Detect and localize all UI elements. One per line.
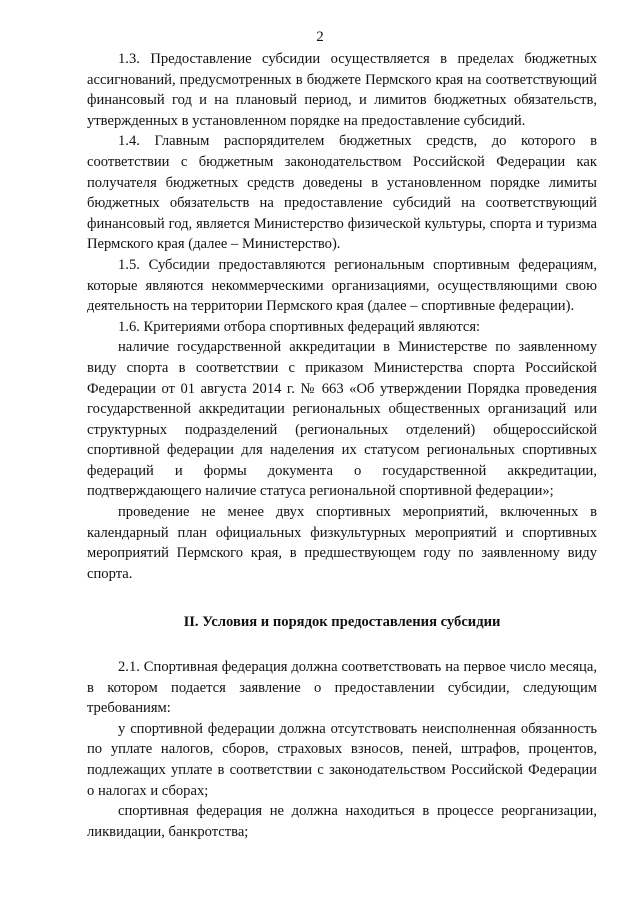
criterion-events: проведение не менее двух спортивных мероприятий, включенных в календарный план официальных физкультурных мероприятий и спортивных мероприятий Пермского края, в предшествующем году по заявленному виду спорта. [87,504,597,582]
paragraph-1-4: 1.4. Главным распорядителем бюджетных средств, до которого в соответствии с бюджетным законодательством Российской Федерации как получателя бюджетных средств доведены в установленном порядке лимиты бюджетных обязательств на предоставление субсидий на соответствующий финансовый год, является Министерство физической культуры, спорта и туризма Пермского края (далее – Министерство). [87,133,597,253]
paragraph-1-5: 1.5. Субсидии предоставляются региональным спортивным федерациям, которые являются некоммерческими организациями, осуществляющими свою деятельность на территории Пермского края (далее – спортивные федерации). [87,256,597,315]
section-heading: II. Условия и порядок предоставления субсидии [183,614,501,631]
paragraph-2-1: 2.1. Спортивная федерация должна соответствовать на первое число месяца, в котором подается заявление о предоставлении субсидии, следующим требованиям: [87,659,597,717]
requirement-no-reorganization: спортивная федерация не должна находиться в процессе реорганизации, ликвидации, банкротства; [87,803,597,840]
requirement-no-tax-debt: у спортивной федерации должна отсутствовать неисполненная обязанность по уплате налогов, сборов, страховых взносов, пеней, штрафов, процентов, подлежащих уплате в соответствии с законодательством Российской Федерации о налогах и сборах; [87,720,597,799]
paragraph-1-6: 1.6. Критериями отбора спортивных федераций являются: [118,318,481,335]
criterion-accreditation: наличие государственной аккредитации в Министерстве по заявленному виду спорта в соответствии с приказом Министерства спорта Российской Федерации от 01 августа 2014 г. № 663 «Об утверждении Порядка проведения государственной аккредитации региональных общественных организаций или структурных подразделений (региональных отделений) общероссийской спортивной федерации для наделения их статусом региональных спортивных федераций и формы документа о государственной аккредитации, подтверждающего наличие статуса региональной спортивной федерации»; [87,339,597,500]
page-number: 2 [316,29,324,45]
paragraph-1-3: 1.3. Предоставление субсидии осуществляется в пределах бюджетных ассигнований, предусмотренных в бюджете Пермского края на соответствующий финансовый год и на плановый период, и лимитов бюджетных обязательств, утвержденных в установленном порядке на предоставление субсидий. [87,51,597,129]
document-body [87,49,597,842]
